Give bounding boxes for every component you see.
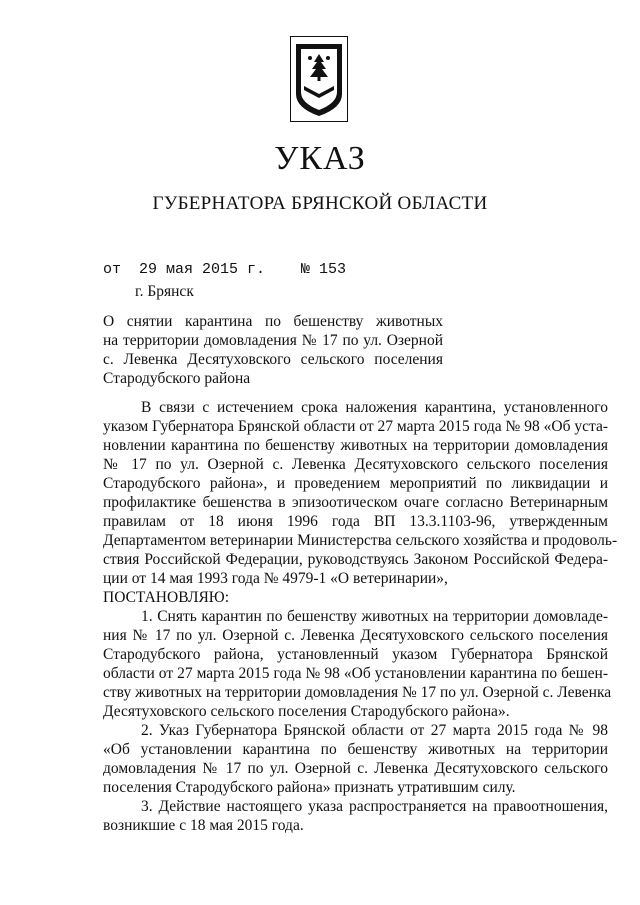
preamble-line: В связи с истечением срока наложения карантина, установленного (141, 399, 608, 416)
item-3-line: возникшие с 18 мая 2015 года. (103, 817, 304, 834)
item-1-line: ния № 17 по ул. Озерной с. Левенка Десятуховского сельского поселения (103, 627, 608, 644)
item-2-line: домовладения № 17 по ул. Озерной с. Левенка Десятуховского сельского (103, 760, 608, 777)
city-line: г. Брянск (135, 283, 194, 300)
item-2-line: 2. Указ Губернатора Брянской области от 27 марта 2015 года № 98 (141, 722, 608, 739)
document-subject (103, 312, 443, 388)
preamble-line: новлении карантина по бешенству животных на территории домовладения (103, 437, 608, 454)
preamble-line: ции от 14 мая 1993 года № 4979-1 «О ветеринарии», (103, 570, 448, 587)
item-3-line: 3. Действие настоящего указа распространяется на правоотношения, (141, 798, 608, 815)
preamble-line: Департаментом ветеринарии Министерства сельского хозяйства и продоволь- (103, 532, 618, 549)
resolution-items (103, 607, 612, 835)
subject-line: О снятии карантина по бешенству животных (103, 313, 443, 330)
preamble-line: профилактике бешенства в эпизоотическом очаге согласно Ветеринарным (103, 494, 608, 511)
document-title: УКАЗ (274, 140, 366, 177)
document-subtitle: ГУБЕРНАТОРА БРЯНСКОЙ ОБЛАСТИ (152, 193, 488, 214)
preamble-paragraph (103, 398, 618, 607)
item-1-line: Стародубского района, установленный указом Губернатора Брянской (103, 646, 608, 663)
preamble-line: Стародубского района», и проведением мероприятий по ликвидации и (103, 475, 608, 492)
item-2-line: поселения Стародубского района» признать утратившим силу. (103, 779, 516, 796)
preamble-line: указом Губернатора Брянской области от 27 марта 2015 года № 98 «Об уста- (103, 418, 608, 435)
subject-line: на территории домовладения № 17 по ул. Озерной (103, 332, 443, 349)
preamble-line: ствия Российской Федерации, руководствуясь Законом Российской Федера- (103, 551, 608, 568)
preamble-line: № 17 по ул. Озерной с. Левенка Десятуховского сельского поселения (103, 456, 608, 473)
item-1-line: Десятуховского сельского поселения Стародубского района». (103, 703, 510, 720)
item-1-line: 1. Снять карантин по бешенству животных на территории домовладе- (141, 608, 608, 625)
item-1-line: ству животных на территории домовладения № 17 по ул. Озерной с. Левенка (103, 684, 612, 701)
subject-line: Стародубского района (103, 370, 251, 387)
subject-line: с. Левенка Десятуховского сельского поселения (103, 351, 443, 368)
coat-of-arms-emblem (290, 36, 348, 122)
item-1-line: области от 27 марта 2015 года № 98 «Об установлении карантина по бешен- (103, 665, 608, 682)
item-2-line: «Об установлении карантина по бешенству животных на территории (103, 741, 608, 758)
date-number-line: от 29 мая 2015 г. № 153 (103, 261, 347, 278)
preamble-line: правилам от 18 июня 1996 года ВП 13.3.1103-96, утвержденным (103, 513, 608, 530)
resolution-word: ПОСТАНОВЛЯЮ: (103, 589, 230, 606)
